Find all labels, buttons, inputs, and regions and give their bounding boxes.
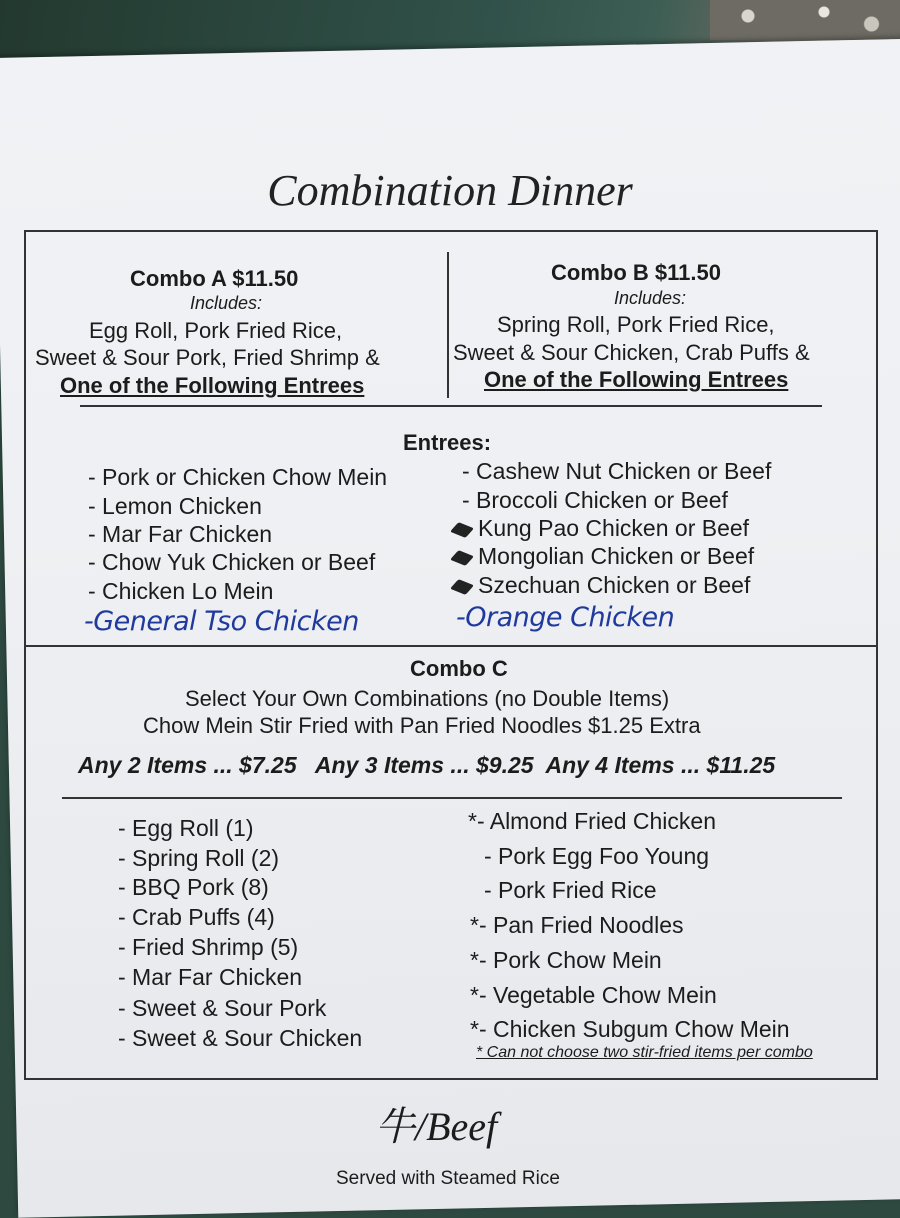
combo-underline-rule <box>80 405 822 407</box>
combo-b-line3: One of the Following Entrees <box>484 367 789 392</box>
combo-b-line2: Sweet & Sour Chicken, Crab Puffs & <box>453 340 810 365</box>
combo-a-line1: Egg Roll, Pork Fried Rice, <box>89 318 343 343</box>
combo-c-footnote: * Can not choose two stir-fried items per combo <box>476 1044 813 1061</box>
combo-a-line3: One of the Following Entrees <box>60 373 365 398</box>
combo-c-left-2: - Spring Roll (2) <box>118 845 280 871</box>
entree-right-1: - Cashew Nut Chicken or Beef <box>462 458 772 484</box>
entree-right-4-label: Mongolian Chicken or Beef <box>478 543 755 569</box>
section-title-beef: 牛/Beef <box>375 1104 498 1149</box>
entrees-heading: Entrees: <box>403 430 492 455</box>
combo-b-heading: Combo B $11.50 <box>551 260 721 285</box>
section-divider <box>26 645 876 647</box>
entree-right-2: - Broccoli Chicken or Beef <box>462 487 728 513</box>
combo-c-left-6: - Mar Far Chicken <box>118 964 303 990</box>
combo-c-rule <box>62 797 842 799</box>
combo-b-includes: Includes: <box>614 288 687 308</box>
combo-c-line2: Chow Mein Stir Fried with Pan Fried Noodles $1.25 Extra <box>143 713 701 738</box>
entree-left-1: - Pork or Chicken Chow Mein <box>88 464 388 490</box>
combo-c-heading: Combo C <box>410 656 508 681</box>
entree-right-3-label: Kung Pao Chicken or Beef <box>478 515 750 541</box>
combo-c-left-8: - Sweet & Sour Chicken <box>118 1025 363 1051</box>
combo-c-left-7: - Sweet & Sour Pork <box>118 995 327 1021</box>
combo-c-right-1: *- Almond Fried Chicken <box>468 808 716 834</box>
hot-pepper-icon <box>450 522 474 538</box>
entree-left-4: - Chow Yuk Chicken or Beef <box>88 549 376 575</box>
combo-c-right-7: *- Chicken Subgum Chow Mein <box>470 1016 790 1042</box>
combo-a-line2: Sweet & Sour Pork, Fried Shrimp & <box>35 345 380 370</box>
combo-c-right-3: - Pork Fried Rice <box>484 877 657 903</box>
combo-c-left-3: - BBQ Pork (8) <box>118 874 269 900</box>
hot-pepper-icon <box>450 579 474 595</box>
combo-a-heading: Combo A $11.50 <box>130 266 299 291</box>
combo-c-right-6: *- Vegetable Chow Mein <box>470 982 717 1008</box>
granite-surface <box>710 0 900 40</box>
entree-right-3 <box>452 515 749 542</box>
combo-a-includes: Includes: <box>190 293 263 313</box>
combo-c-right-2: - Pork Egg Foo Young <box>484 843 710 869</box>
entree-right-4 <box>452 543 754 570</box>
entree-left-5: - Chicken Lo Mein <box>88 578 274 604</box>
combo-c-left-5: - Fried Shrimp (5) <box>118 934 299 960</box>
combo-c-right-5: *- Pork Chow Mein <box>470 947 662 973</box>
combo-b-line1: Spring Roll, Pork Fried Rice, <box>497 312 775 337</box>
entree-right-5 <box>452 572 750 599</box>
section-subtitle: Served with Steamed Rice <box>336 1168 560 1189</box>
combo-c-left-4: - Crab Puffs (4) <box>118 904 275 930</box>
combo-c-right-4: *- Pan Fried Noodles <box>470 912 684 938</box>
combo-divider <box>447 252 449 398</box>
page-title: Combination Dinner <box>267 166 633 215</box>
hot-pepper-icon <box>450 550 474 566</box>
entree-left-2: - Lemon Chicken <box>88 493 262 519</box>
combo-c-left-1: - Egg Roll (1) <box>118 815 254 841</box>
entree-right-5-label: Szechuan Chicken or Beef <box>478 572 751 598</box>
combo-c-prices: Any 2 Items ... $7.25 Any 3 Items ... $9.25 Any 4 Items ... $11.25 <box>78 752 776 778</box>
entree-left-3: - Mar Far Chicken <box>88 521 273 547</box>
handwritten-entree-right: -Orange Chicken <box>456 602 675 633</box>
handwritten-entree-left: -General Tso Chicken <box>84 606 359 637</box>
combo-c-line1: Select Your Own Combinations (no Double Items) <box>185 686 670 711</box>
